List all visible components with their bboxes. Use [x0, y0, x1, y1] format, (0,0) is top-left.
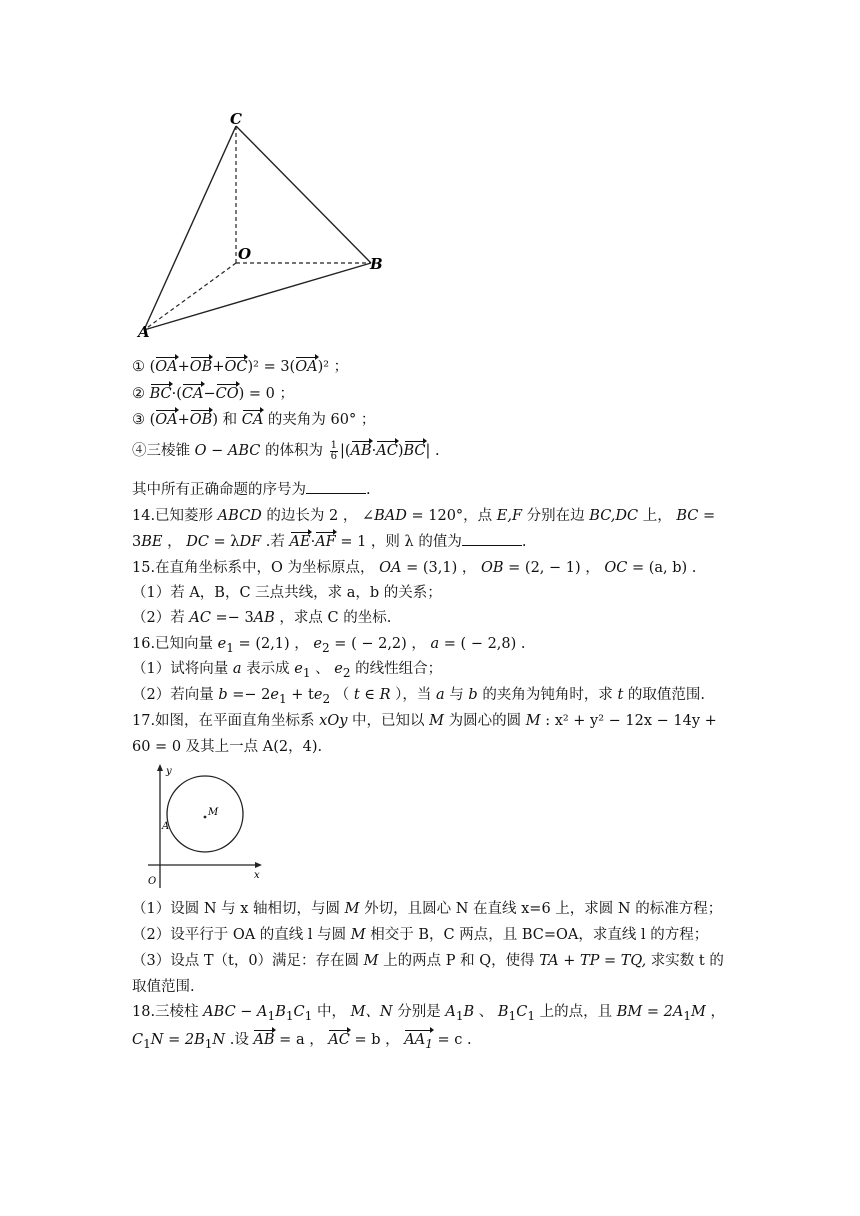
subscript: 1 — [143, 1036, 151, 1051]
text: = (3,1) ， — [401, 560, 481, 576]
text: 中， — [312, 1004, 351, 1020]
text: 的夹角为钝角时，求 — [477, 687, 618, 703]
vector: OB — [190, 356, 213, 378]
math: C — [132, 1032, 144, 1048]
label-o: O — [238, 245, 252, 263]
math: M — [363, 953, 379, 969]
text: （1）试将向量 — [132, 661, 233, 677]
subscript: 2 — [322, 640, 330, 655]
q15-part-2 — [132, 607, 391, 629]
text: = 120°，点 — [406, 508, 497, 524]
math: a — [232, 661, 242, 677]
answer-blank[interactable] — [306, 479, 366, 494]
text: 的边长为 2 ， ∠ — [261, 508, 375, 524]
math: b — [468, 687, 478, 703]
answer-blank[interactable] — [462, 531, 522, 546]
text: （3）设点 T（t，0）满足：存在圆 — [132, 953, 364, 969]
statement-3 — [132, 409, 375, 431]
text: . — [521, 534, 527, 550]
denominator: 6 — [330, 450, 337, 462]
q13-answer-line — [132, 479, 371, 501]
fraction — [330, 441, 338, 462]
text: : x² + y² − 12x − 14y + — [540, 713, 717, 729]
math: BC — [676, 508, 699, 524]
text: + — [177, 359, 190, 375]
text: 60 = 0 及其上一点 A(2，4). — [132, 739, 323, 755]
vector: AC — [328, 1029, 350, 1051]
text: + — [177, 412, 190, 428]
subscript: 1 — [302, 665, 311, 680]
vector: AF — [315, 531, 336, 553]
vector: OC — [225, 356, 248, 378]
statement-marker: ③ — [132, 412, 145, 428]
text: 取值范围. — [132, 979, 195, 995]
text: · — [310, 534, 316, 550]
math: OA — [379, 560, 402, 576]
math: TA + TP = TQ, — [539, 953, 647, 969]
text: 15.在直角坐标系中，O 为坐标原点， — [132, 560, 380, 576]
vector: OA — [155, 409, 177, 431]
text: 中，已知以 — [347, 713, 430, 729]
text: 其中所有正确命题的序号为 — [132, 482, 306, 498]
q16-part-2 — [132, 684, 705, 710]
text: ， — [162, 534, 187, 550]
q16-part-1 — [132, 658, 442, 684]
text: 分别是 — [392, 1004, 446, 1020]
q14-line-2 — [132, 531, 526, 553]
text: ( — [149, 359, 156, 375]
text: )² ； — [317, 359, 349, 375]
vector-base: AA — [404, 1032, 426, 1048]
subscript: 1 — [683, 1008, 691, 1023]
text: | . — [425, 443, 440, 459]
math: OC — [604, 560, 628, 576]
subscript: 1 — [304, 1008, 313, 1023]
text: 上的两点 P 和 Q，使得 — [378, 953, 540, 969]
circle-m — [167, 776, 243, 852]
math: e — [294, 661, 303, 677]
q18-line-1 — [132, 1001, 725, 1027]
math: BE — [141, 534, 163, 550]
text: ），当 — [390, 687, 437, 703]
text: 18.三棱柱 — [132, 1004, 204, 1020]
text: 14.已知菱形 — [132, 508, 218, 524]
math: e — [270, 687, 279, 703]
math: a — [436, 687, 445, 703]
math: t — [617, 687, 624, 703]
math: ABC − A — [203, 1004, 268, 1020]
text: .若 — [261, 534, 290, 550]
math: M — [525, 713, 541, 729]
math: C — [516, 1004, 528, 1020]
text: = (2,1) ， — [233, 636, 314, 652]
subscript: 1 — [278, 691, 287, 706]
vector: OA — [295, 356, 317, 378]
vector: CA — [182, 383, 204, 405]
math: O − ABC — [194, 443, 261, 459]
label-y: y — [166, 766, 172, 777]
math: e — [334, 661, 343, 677]
text: = λ — [208, 534, 240, 550]
statement-1 — [132, 356, 348, 378]
text: .设 — [225, 1032, 254, 1048]
circle-figure — [132, 762, 266, 894]
math: AC — [189, 610, 211, 626]
text: ( — [149, 412, 156, 428]
math: M — [429, 713, 445, 729]
vector: AC — [376, 440, 398, 462]
vector: OB — [190, 409, 213, 431]
math: M — [350, 927, 366, 943]
math: BC,DC — [589, 508, 639, 524]
math: ABCD — [217, 508, 262, 524]
text: 的线性组合； — [350, 661, 443, 677]
text: 为圆心的圆 — [444, 713, 526, 729]
q17-line-2 — [132, 736, 322, 758]
text: ·( — [171, 386, 182, 402]
text: =− 3 — [210, 610, 254, 626]
text: =− 2 — [227, 687, 271, 703]
text: + t — [286, 687, 314, 703]
text: ) — [397, 443, 404, 459]
text: 三棱锥 — [146, 443, 195, 459]
text: = ( − 2,8) . — [439, 636, 526, 652]
text: 表示成 — [241, 661, 295, 677]
subscript: 1 — [527, 1008, 536, 1023]
center-m-dot — [204, 816, 207, 819]
text: + — [212, 359, 225, 375]
text: 17.如图，在平面直角坐标系 — [132, 713, 320, 729]
q18-line-2 — [132, 1029, 472, 1055]
math: e — [217, 636, 227, 652]
math: B — [275, 1004, 286, 1020]
text: （ — [330, 687, 354, 703]
text: = — [698, 508, 716, 524]
text: （1）设圆 N 与 x 轴相切，与圆 — [132, 901, 345, 917]
numerator: 1 — [330, 439, 337, 451]
vector: BC — [404, 440, 426, 462]
y-axis-arrow — [157, 764, 163, 771]
q15-part-1 — [132, 582, 442, 604]
vector: AB — [351, 440, 372, 462]
math: C — [293, 1004, 305, 1020]
math: xOy — [319, 713, 348, 729]
text: . — [366, 482, 371, 498]
statement-marker: ② — [132, 386, 145, 402]
statement-2 — [132, 383, 294, 405]
q15-line-1 — [132, 557, 696, 579]
math: e — [313, 687, 323, 703]
vector: CA — [242, 409, 264, 431]
math: BAD — [374, 508, 407, 524]
text: 、 — [310, 661, 335, 677]
statement-marker: ④ — [132, 443, 147, 459]
math: A — [445, 1004, 456, 1020]
text: · — [371, 443, 377, 459]
text: )² = 3( — [247, 359, 296, 375]
tetrahedron-figure — [132, 108, 392, 343]
label-x: x — [254, 870, 260, 881]
statement-marker: ① — [132, 359, 145, 375]
text: 的取值范围. — [623, 687, 705, 703]
text: = a ， — [274, 1032, 329, 1048]
label-a: A — [162, 821, 170, 832]
text: 3 — [132, 534, 142, 550]
text: （2）若 — [132, 610, 190, 626]
edge-oa-dashed — [144, 263, 236, 330]
label-b: B — [370, 255, 383, 273]
label-o: O — [148, 876, 157, 887]
text: − — [203, 386, 216, 402]
text: 、 — [474, 1004, 498, 1020]
text: （1）若 A，B，C 三点共线，求 a，b 的关系； — [132, 585, 442, 601]
math: a — [430, 636, 440, 652]
text: = (a, b) . — [627, 560, 697, 576]
text: ， — [705, 1004, 725, 1020]
q17-part-3 — [132, 950, 724, 972]
text: 的体积为 — [260, 443, 328, 459]
text: （2）设平行于 OA 的直线 l 与圆 — [132, 927, 351, 943]
text: 相交于 B，C 两点，且 BC=OA，求直线 l 的方程； — [365, 927, 709, 943]
text: = b ， — [349, 1032, 405, 1048]
q17-part-2 — [132, 924, 708, 946]
subscript: 1 — [508, 1008, 517, 1023]
math: N = 2B — [150, 1032, 205, 1048]
math: M — [344, 901, 360, 917]
statement-4 — [132, 440, 440, 462]
math: E,F — [496, 508, 523, 524]
text: 分别在边 — [522, 508, 590, 524]
math: b — [218, 687, 228, 703]
math: B — [497, 1004, 509, 1020]
text: ) 和 — [212, 412, 242, 428]
text: 上， — [638, 508, 677, 524]
subscript: 2 — [342, 665, 351, 680]
text: 求实数 t 的 — [646, 953, 724, 969]
text: 的夹角为 60° ； — [263, 412, 376, 428]
vector: BC — [150, 383, 172, 405]
subscript: 1 — [285, 1008, 294, 1023]
text: = ( − 2,2) ， — [329, 636, 431, 652]
text: 与 — [444, 687, 469, 703]
text: = 1 ，则 λ 的值为 — [335, 534, 462, 550]
text: ) = 0 ； — [238, 386, 294, 402]
subscript: 1 — [455, 1008, 464, 1023]
math: e — [313, 636, 323, 652]
math: DF — [239, 534, 262, 550]
subscript: 1 — [226, 640, 234, 655]
math: M — [691, 1004, 706, 1020]
math: DC — [186, 534, 209, 550]
text: （2）若向量 — [132, 687, 219, 703]
q16-line-1 — [132, 633, 526, 659]
subscript: 1 — [425, 1036, 433, 1051]
subscript: 2 — [322, 691, 331, 706]
label-a: A — [138, 323, 150, 341]
vector: AB — [253, 1029, 274, 1051]
subscript: 1 — [204, 1036, 213, 1051]
text: 上的点，且 — [535, 1004, 617, 1020]
vector: AE — [290, 531, 311, 553]
q17-part-1 — [132, 898, 722, 920]
text: ，求点 C 的坐标. — [274, 610, 392, 626]
vector: CO — [216, 383, 239, 405]
math: B — [463, 1004, 475, 1020]
edge-ab — [144, 263, 371, 330]
text: 16.已知向量 — [132, 636, 218, 652]
label-m: M — [208, 807, 219, 818]
edge-ca — [144, 126, 236, 330]
text: = c . — [432, 1032, 472, 1048]
text: = (2, − 1) ， — [503, 560, 605, 576]
vector: OA — [155, 356, 177, 378]
text: 外切，且圆心 N 在直线 x=6 上，求圆 N 的标准方程； — [359, 901, 723, 917]
math: N — [212, 1032, 226, 1048]
x-axis-arrow — [255, 862, 262, 868]
text: |( — [339, 443, 351, 459]
math: M、N — [350, 1004, 393, 1020]
subscript: 1 — [267, 1008, 276, 1023]
math: t ∈ R — [353, 687, 391, 703]
vector — [404, 1029, 433, 1055]
math: OB — [481, 560, 504, 576]
math: BM = 2A — [616, 1004, 684, 1020]
label-c: C — [230, 110, 242, 128]
q14-line-1 — [132, 505, 715, 527]
edge-cb — [236, 126, 371, 263]
math: AB — [253, 610, 275, 626]
q17-line-1 — [132, 710, 717, 732]
q17-part-3-cont — [132, 976, 195, 998]
